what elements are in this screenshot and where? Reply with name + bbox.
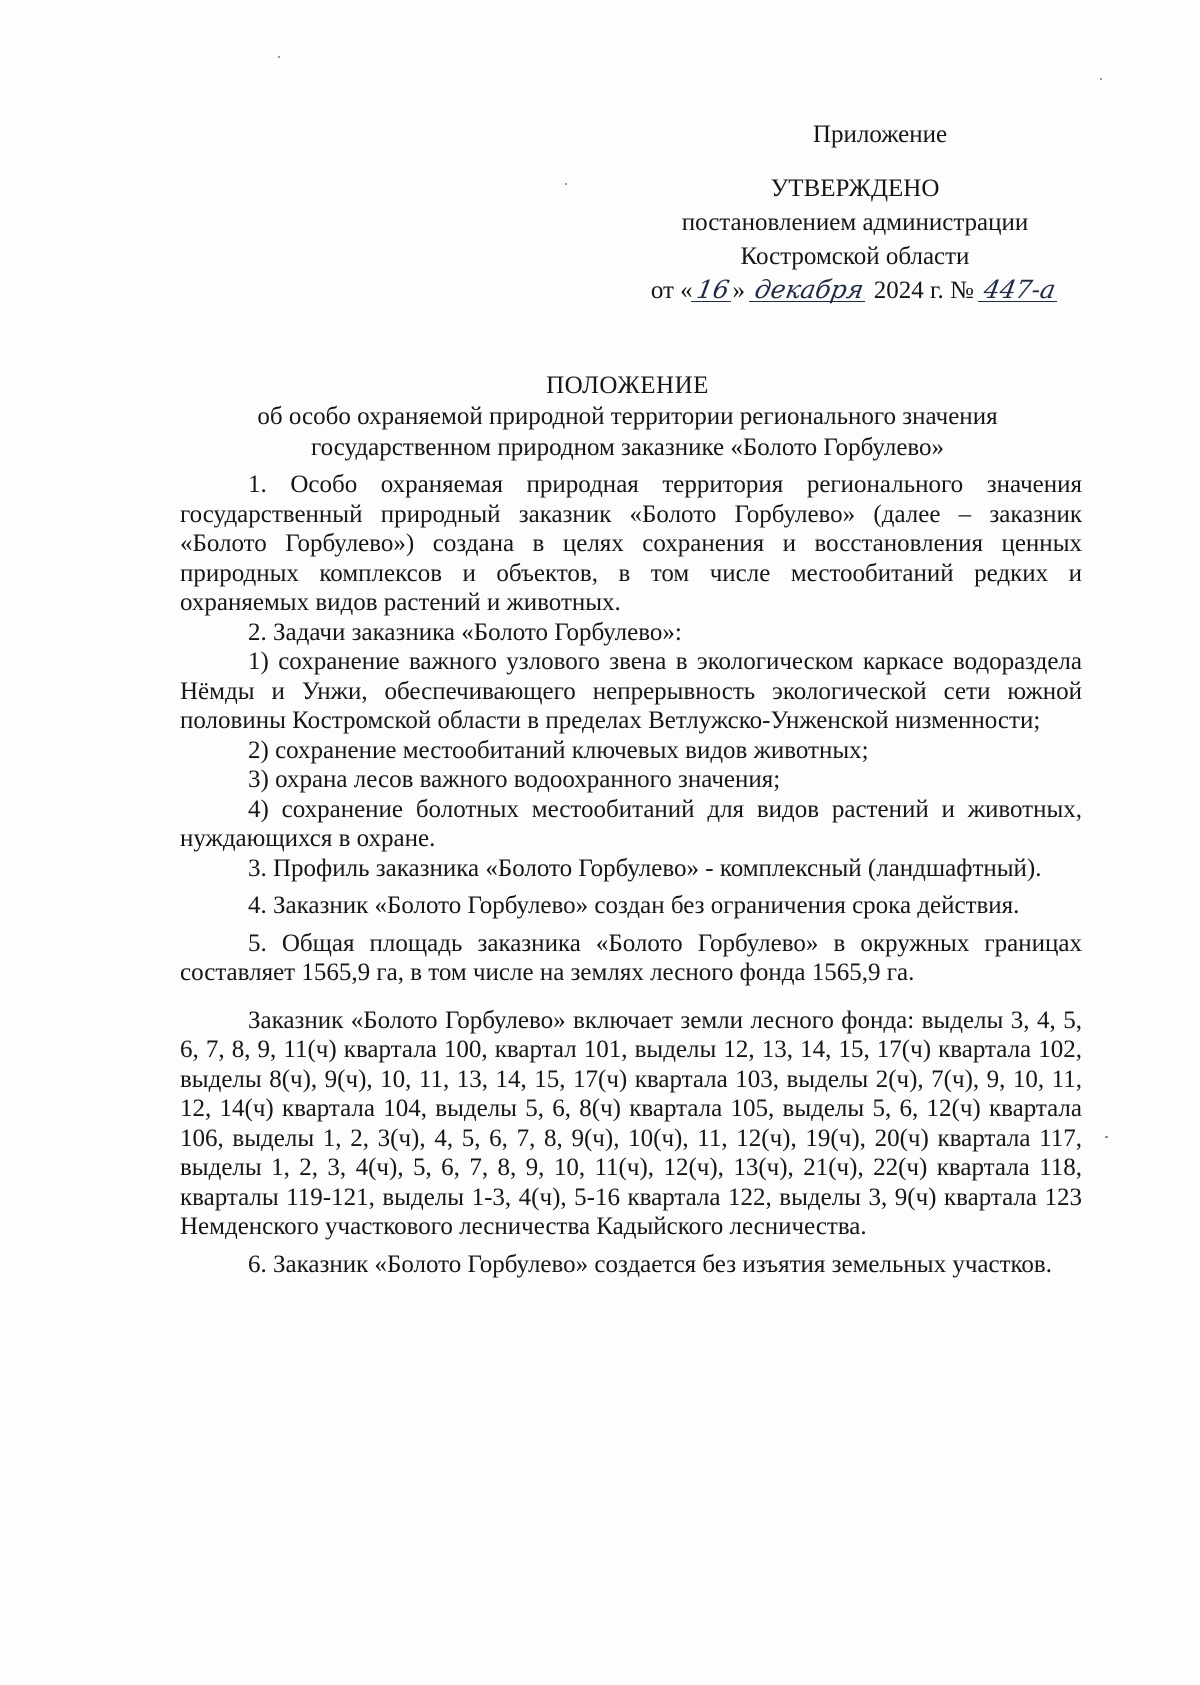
date-close: » (732, 277, 745, 304)
scan-speck (1105, 1136, 1108, 1138)
approval-date-line (620, 274, 1090, 308)
approved-by-line2: Костромской области (740, 243, 970, 270)
paragraph-5-lands: Заказник «Болото Горбулево» включает земли лесного фонда: выделы 3, 4, 5, 6, 7, 8, 9, 11(ч) квартала 100, квартал 101, выделы 12, 13, 14, 15, 17(ч) квартала 102, выделы 8(ч), 9(ч), 10, 11, 13, 14, 15, 17(ч) квартала 103, выделы 2(ч), 7(ч), 9, 10, 11, 12, 14(ч) квартала 104, выделы 5, 6, 8(ч) квартала 105, выделы 5, 6, 12(ч) квартала 106, выделы 1, 2, 3(ч), 4, 5, 6, 7, 8, 9(ч), 10(ч), 11, 12(ч), 19(ч), 20(ч) квартала 117, выделы 1, 2, 3, 4(ч), 5, 6, 7, 8, 9, 10, 11(ч), 12(ч), 13(ч), 21(ч), 22(ч) квартала 118, кварталы 119-121, выделы 1-3, 4(ч), 5-16 квартала 122, выделы 3, 9(ч) квартала 123 Немденского участкового лесничества Кадыйского лесничества. (180, 1006, 1082, 1240)
scan-speck (565, 183, 567, 185)
approved-stamp: УТВЕРЖДЕНО (770, 175, 940, 202)
paragraph-3: 3. Профиль заказника «Болото Горбулево» - комплексный (ландшафтный). (248, 854, 1042, 882)
document-title (150, 370, 1105, 463)
date-prefix: от « (650, 277, 693, 304)
scan-speck (278, 56, 280, 58)
approved-by-line1: постановлением администрации (681, 209, 1029, 236)
title-line1: об особо охраняемой природной территории регионального значения (257, 403, 998, 430)
paragraph-2: 2. Задачи заказника «Болото Горбулево»: (248, 618, 682, 646)
document-body (180, 470, 1082, 1279)
doc-number-handwritten: 447-а (978, 279, 1061, 302)
approval-block (620, 172, 1090, 308)
task-item-3: 3) охрана лесов важного водоохранного значения; (248, 766, 781, 793)
paragraph-5: 5. Общая площадь заказника «Болото Горбулево» в окружных границах составляет 1565,9 га, в том числе на землях лесного фонда 1565,9 га. (180, 929, 1082, 986)
scan-speck (1100, 78, 1102, 80)
title-line2: государственном природном заказнике «Болото Горбулево» (310, 434, 945, 461)
date-day-handwritten: 16 (691, 279, 735, 302)
task-item-4: 4) сохранение болотных местообитаний для видов растений и животных, нуждающихся в охране. (180, 795, 1082, 852)
appendix-label: Приложение (812, 121, 948, 148)
task-item-2: 2) сохранение местообитаний ключевых видов животных; (248, 736, 869, 764)
task-item-1: 1) сохранение важного узлового звена в экологическом каркасе водораздела Нёмды и Унжи, обеспечивающего непрерывность экологической сети южной половины Костромской области в пределах Ветлужско-Унженской низменности; (180, 648, 1082, 734)
date-month-handwritten: декабря (749, 279, 869, 302)
paragraph-6: 6. Заказник «Болото Горбулево» создается без изъятия земельных участков. (248, 1250, 1052, 1278)
date-year: 2024 г. № (873, 277, 974, 304)
paragraph-4: 4. Заказник «Болото Горбулево» создан без ограничения срока действия. (248, 892, 1020, 919)
paragraph-1: 1. Особо охраняемая природная территория регионального значения государственный природный заказник «Болото Горбулево» (далее – заказник «Болото Горбулево») создана в целях сохранения и восстановления ценных природных комплексов и объектов, в том числе местообитаний редких и охраняемых видов растений и животных. (180, 471, 1082, 616)
title-main: ПОЛОЖЕНИЕ (546, 372, 709, 399)
